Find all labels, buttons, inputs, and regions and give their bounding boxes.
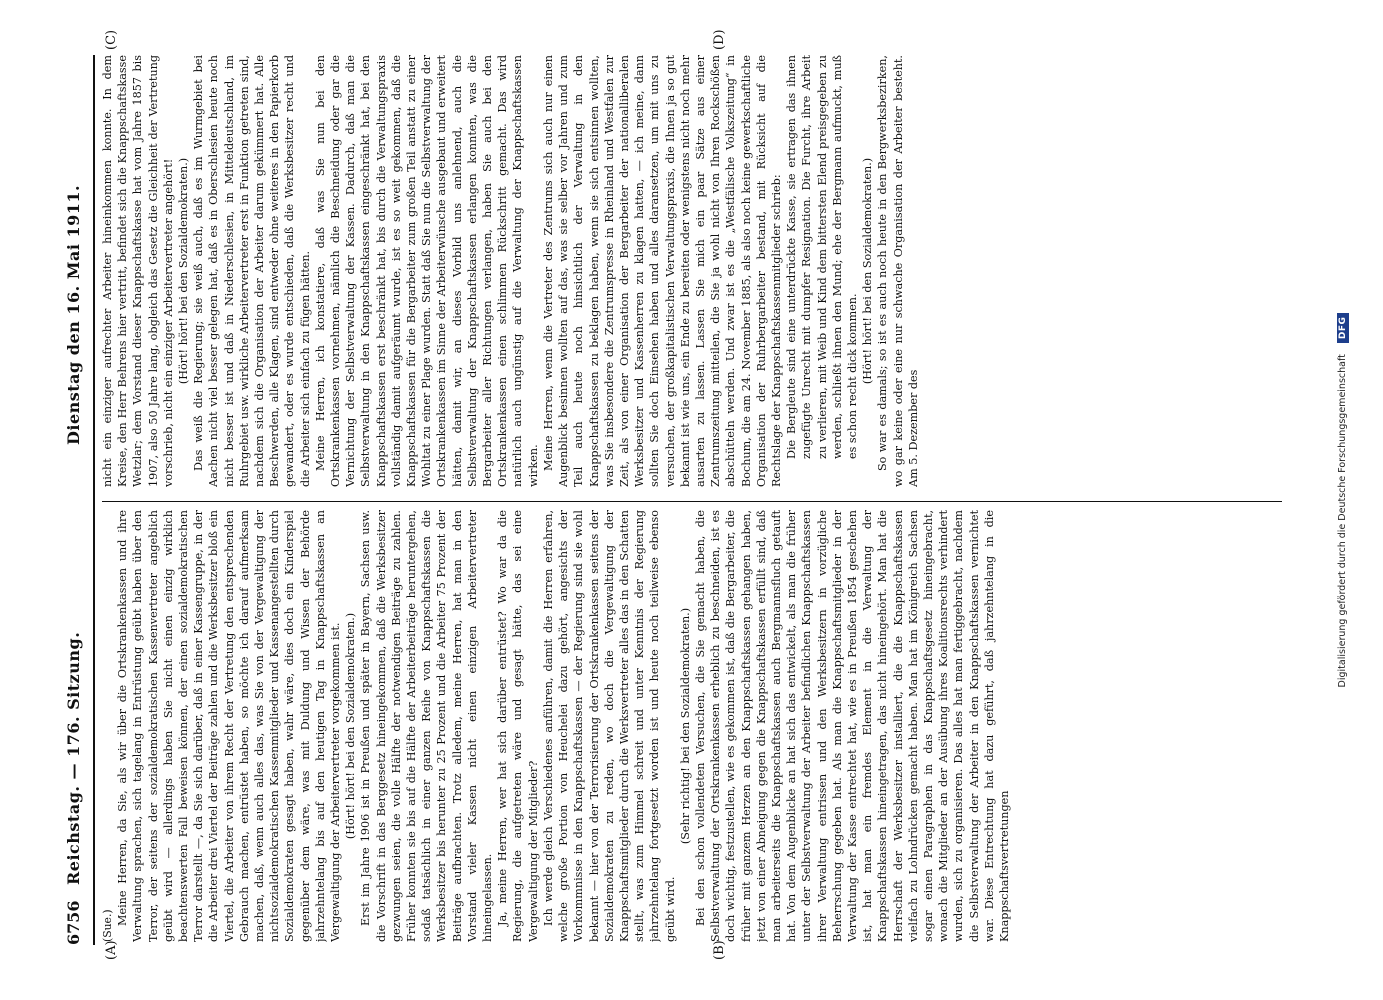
digitization-credit bbox=[1337, 140, 1349, 860]
page-number: 6756 bbox=[64, 900, 83, 945]
interjection: (Hört! hört! bei den Sozialdemokraten.) bbox=[177, 157, 191, 385]
session-date: Dienstag den 16. Mai 1911. bbox=[64, 184, 83, 445]
paragraph: So war es damals; so ist es auch noch heute in den Bergwerksbezirken, wo gar keine oder eine nur schwache Organisation der Arbeiter besteht. Am 5. Dezember des bbox=[876, 55, 920, 487]
paragraph: Ja, meine Herren, wer hat sich darüber entrüstet? Wo war da die Regierung, die aufgetreten wäre und gesagt hätte, das sei eine Vergewaltigung der Mitglieder? bbox=[496, 510, 540, 942]
dfg-logo: DFG bbox=[1337, 313, 1349, 344]
interjection: (Hört! hört! bei den Sozialdemokraten.) bbox=[861, 157, 875, 385]
block-quote: Die Bergleute sind eine unterdrückte Kasse, sie ertragen das ihnen zugefügte Unrecht mit dumpfer Resignation. Die Furcht, ihre Arbeit zu verlieren, mit Weib und Kind dem bittersten Elend preisgegeben zu werden, schließt ihnen den Mund; ehe der Bergmann aufmuckt, muß es schon recht dick kommen. bbox=[785, 55, 859, 459]
credit-text: Digitalisierung gefördert durch die Deutsche Forschungsgemeinschaft bbox=[1337, 354, 1348, 688]
column-divider bbox=[102, 501, 1282, 502]
paragraph: Erst im Jahre 1906 ist in Preußen und später in Bayern, Sachsen usw. die Vorschrift in das Berggesetz hineingekommen, daß die Werksbesitzer gezwungen seien, die volle Hälfte der notwendigen Beiträge zu zahlen. Früher konnten sie bis auf die Hälfte der Arbeiterbeiträge heruntergehen, sodaß tatsächlich in einer ganzen Reihe von Knappschaftskassen die Werksbesitzer bis herunter zu 25 Prozent und die Arbeiter 75 Prozent der Beiträge aufbrachten. Trotz alledem, meine Herren, hat man in den Vorstand vieler Kassen nicht einen einzigen Arbeitervertreter hineingelassen. bbox=[359, 510, 495, 942]
interjection: (Hört! hört! bei den Sozialdemokraten.) bbox=[344, 612, 358, 840]
margin-mark-c: (C) bbox=[104, 29, 119, 50]
paragraph: Bei den schon vollendeten Versuchen, die Sie gemacht haben, die Selbstverwaltung der Ortskrankenkassen erheblich zu beschneiden, ist es doch wichtig, festzustellen, wie es gekommen ist, daß die Bergarbeiter, die früher mit ganzem Herzen an den Knappschaftskassen gehangen haben, jetzt von einer Abneigung gegen die Knappschaftskassen erfüllt sind, daß man arbeiterseits die Knappschaftskassen auch Bergmannsfluch getauft hat. Von dem Augenblicke an hat sich das entwickelt, als man die früher unter der Selbstverwaltung der Arbeiter befindlichen Knappschaftskassen ihrer Verwaltung entrissen und den Werksbesitzern in vorzügliche Beherrschung gegeben hat. Als man die Knappschaftsmitglieder in der Verwaltung der Kasse entrechtet hat, wie es in Preußen 1854 geschehen ist, hat man ein fremdes Element in die Verwaltung der Knappschaftskassen hineingetragen, das nicht hineingehört. Man hat die Herrschaft der Werksbesitzer installiert, die die Knappschaftskassen vielfach zu Lohndrücken gemacht haben. Man hat im Königreich Sachsen sogar einen Paragraphen in das Knappschaftsgesetz hineingebracht, wonach die Mitglieder an der Ausübung ihres Koalitionsrechts verhindert wurden, sich zu organisieren. Das alles hat man fertiggebracht, nachdem die Selbstverwaltung der Arbeiter in den Knappschaftskassen vernichtet war. Diese Entrechtung hat dazu geführt, daß jahrzehntelang in die Knappschaftsvertretungen bbox=[693, 510, 1011, 942]
interjection: (Sehr richtig! bei den Sozialdemokraten.) bbox=[678, 607, 692, 845]
paragraph: Meine Herren, wenn die Vertreter des Zentrums sich auch nur einen Augenblick besinnen wollten auf das, was sie selber vor Jahren und zum Teil auch heute noch hinsichtlich der Verwaltung in den Knappschaftskassen zu beklagen haben, wenn sie sich entsinnen wollten, was Sie insbesondere die Zentrumspresse in Rheinland und Westfalen zur Zeit, als von einer Organisation der Bergarbeiter der nationalliberalen Werksbesitzer und Kassenherren zu klagen hatten, — ich meine, dann sollten Sie doch Einsehen haben und alles daransetzen, um mit uns zu versuchen, der großkapitalistischen Verwaltungspraxis, die Ihnen ja so gut bekannt ist wie uns, ein Ende zu bereiten oder wenigstens nicht noch mehr ausarten zu lassen. Lassen Sie mich ein paar Sätze aus einer Zentrumszeitung mitteilen, die Sie ja wohl nicht von Ihren Rockschößen abschütteln werden. Und zwar ist es die „Westfälische Volkszeitung“ in Bochum, die am 24. November 1885, als also noch keine gewerkschaftliche Organisation der Ruhrbergarbeiter bestand, mit Rücksicht auf die Rechtslage der Knappschaftskassenmitglieder schrieb: bbox=[541, 55, 783, 487]
margin-mark-d: (D) bbox=[712, 29, 727, 50]
paragraph: nicht ein einziger aufrechter Arbeiter hineinkommen konnte. In dem Kreise, den Herr Behrens hier vertritt, befindet sich die Knappschaftskasse Wetzlar; dem Vorstand dieser Knappschaftskasse hat vom Jahre 1857 bis 1907, also 50 Jahre lang, obgleich das Gesetz die Gleichheit der Vertretung vorschrieb, nicht ein einziger Arbeitervertreter angehört! bbox=[101, 55, 175, 487]
session-title: Reichstag. — 176. Sitzung. bbox=[64, 631, 83, 885]
margin-mark-a: (A) bbox=[104, 940, 119, 960]
paragraph: Das weiß die Regierung; sie weiß auch, daß es im Wurmgebiet bei Aachen nicht viel besser gelegen hat, daß es in Oberschlesien heute noch nicht besser ist und daß in Niederschlesien, in Mitteldeutschland, im Ruhrgebiet usw. wirkliche Arbeitervertreter erst in Funktion getreten sind, nachdem sich die Organisation der Arbeiter darum gekümmert hat. Alle Beschwerden, alle Klagen, sind entweder ohne weiteres in den Papierkorb gewandert, oder es wurde entschieden, daß die Werksbesitzer recht und die Arbeiter sich einfach zu fügen hätten. bbox=[192, 55, 312, 487]
speaker-label: (Sue.) bbox=[101, 909, 114, 942]
header-rule bbox=[93, 55, 95, 945]
paragraph: Meine Herren, ich konstatiere, daß was Sie nun bei den Ortskrankenkassen vornehmen, nämlich die Beschneidung oder gar die Vernichtung der Selbstverwaltung der Kassen. Dadurch, daß man die Selbstverwaltung in den Knappschaftskassen eingeschränkt hat, bei den Knappschaftskassen erst beschränkt hat, bis durch die Verwaltungspraxis vollständig damit aufgeräumt wurde, ist es so weit gekommen, daß die Knappschaftskassen für die Bergarbeiter zum großen Teil anstatt zu einer Wohltat zu einer Plage wurden. Statt daß Sie nun die Selbstverwaltung der Ortskrankenkassen im Sinne der Arbeiterwünsche ausgebaut und erweitert hätten, damit wir, an dieses Vorbild uns anlehnend, auch die Selbstverwaltung der Knappschaftskassen erlangen konnten, was die Bergarbeiter aller Richtungen verlangen, haben Sie auch bei den Ortskrankenkassen einen schlimmen Rückschritt gemacht. Das wird natürlich auch ungünstig auf die Verwaltung der Knappschaftskassen wirken. bbox=[313, 55, 540, 487]
margin-mark-b: (B) bbox=[712, 940, 727, 960]
right-text-column bbox=[100, 55, 1290, 487]
paragraph: Meine Herren, da Sie, als wir über die Ortskrankenkassen und ihre Verwaltung sprachen, sich tagelang in Entrüstung geübt haben über den Terror, der seitens der sozialdemokratischen Kassenvertreter angeblich geübt wird — allerdings haben Sie nicht einen einzig wirklich beachtenswerten Fall beweisen können, der einen sozialdemokratischen Terror darstellt —, da Sie sich darüber, daß in einer Kassengruppe, in der die Arbeiter drei Viertel der Beiträge zahlen und die Werksbesitzer bloß ein Viertel, die Arbeiter von ihrem Recht der Vertretung den entsprechenden Gebrauch machen, entrüstet haben, so möchte ich darauf aufmerksam machen, daß, wenn auch alles das, was Sie von der Vergewaltigung der nichtsozialdemokratischen Kassenmitglieder und Kassenangestellten durch Sozialdemokraten gesagt haben, wahr wäre, dies doch ein Kinderspiel gegenüber dem wäre, was mit Duldung und Wissen der Behörde jahrzehntelang bis auf den heutigen Tag in Knappschaftskassen an Vergewaltigung der Arbeitervertreter vorgekommen ist. bbox=[116, 510, 343, 942]
page-header bbox=[58, 55, 92, 945]
left-text-column bbox=[100, 510, 1290, 942]
paragraph: Ich werde gleich Verschiedenes anführen, damit die Herren erfahren, welche große Portion von Heuchelei dazu gehört, angesichts der Vorkommnisse in den Knappschaftskassen — der Regierung sind sie wohl bekannt — hier von der Terrorisierung der Ortskrankenkassen seitens der Sozialdemokraten zu reden, wo doch die Vergewaltigung der Knappschaftsmitglieder durch die Werksvertreter alles das in den Schatten stellt, was zum Himmel schreit und unter Kenntnis der Regierung jahrzehntelang fortgesetzt worden ist und heute noch teilweise ebenso geübt wird. bbox=[541, 510, 677, 942]
